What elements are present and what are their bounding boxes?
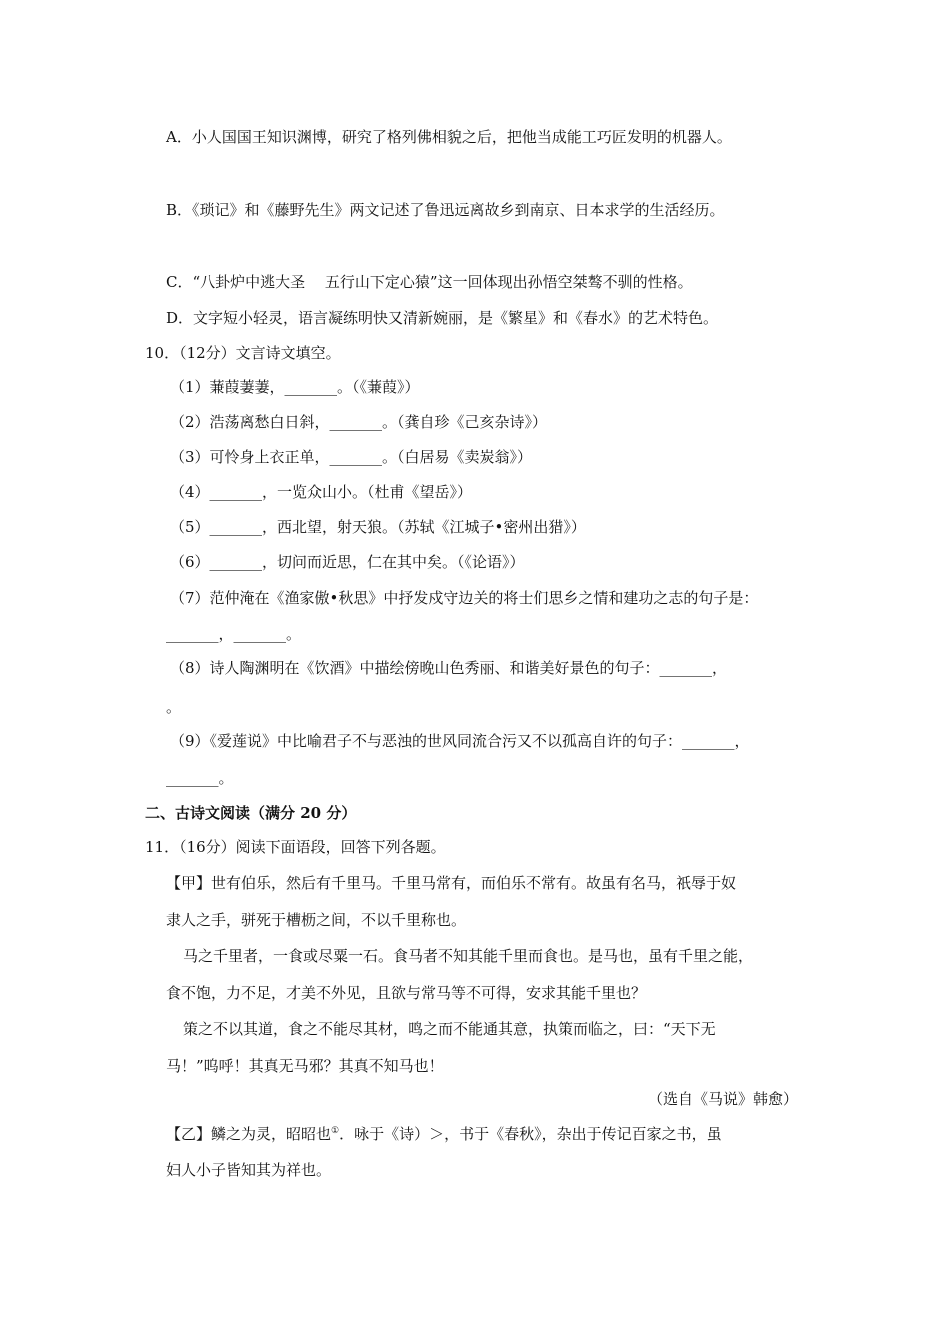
q11-jia-line-2: 隶人之手，骈死于槽枥之间，不以千里称也。	[166, 911, 467, 929]
section-2-heading: 二、古诗文阅读（满分 20 分）	[145, 804, 357, 822]
q11-jia-line-4: 食不饱，力不足，才美不外见，且欲与常马等不可得，安求其能千里也？	[166, 984, 647, 1002]
q10-item-8-end: 。	[166, 698, 182, 716]
q10-item-9: （9）《爱莲说》中比喻君子不与恶浊的世风同流合污又不以孤高自许的句子：_______，	[170, 732, 750, 750]
q10-item-7-blanks: _______，_______。	[166, 625, 302, 643]
q10-item-6: （6）_______，切问而近思，仁在其中矣。（《论语》）	[170, 553, 525, 571]
q10-item-8: （8）诗人陶渊明在《饮酒》中描绘傍晚山色秀丽、和谐美好景色的句子：_______，	[170, 659, 728, 677]
q11-source: （选自《马说》韩愈）	[648, 1090, 799, 1108]
q11-yi-line-1-a: 【乙】鳞之为灵，昭昭也	[166, 1125, 332, 1143]
q10-item-9-blank: _______。	[166, 769, 234, 787]
q11-jia-line-6: 马！”呜呼！其真无马邪？其真不知马也！	[166, 1057, 444, 1075]
q11-yi-line-1	[166, 1124, 722, 1144]
q10-item-1: （1）蒹葭萋萋，_______。（《蒹葭》）	[170, 378, 420, 396]
q11-jia-line-5: 策之不以其道，食之不能尽其材，鸣之而不能通其意，执策而临之，曰：“天下无	[183, 1020, 716, 1038]
q10-item-4: （4）_______，一览众山小。（杜甫《望岳》）	[170, 483, 473, 501]
q9-option-c: C．“八卦炉中逃大圣 五行山下定心猿”这一回体现出孙悟空桀骜不驯的性格。	[166, 273, 693, 291]
q9-option-d: D．文字短小轻灵，语言凝练明快又清新婉丽，是《繁星》和《春水》的艺术特色。	[166, 309, 719, 327]
q11-title: 11．（16分）阅读下面语段，回答下列各题。	[145, 838, 446, 856]
q11-jia-line-3: 马之千里者，一食或尽粟一石。食马者不知其能千里而食也。是马也，虽有千里之能，	[183, 947, 754, 965]
q11-yi-line-1-b: ．咏于《诗）＞，书于《春秋》，杂出于传记百家之书，虽	[339, 1125, 722, 1143]
q9-option-a: A．小人国国王知识渊博，研究了格列佛相貌之后，把他当成能工巧匠发明的机器人。	[166, 128, 732, 146]
q10-item-2: （2）浩荡离愁白日斜，_______。（龚自珍《己亥杂诗》）	[170, 413, 548, 431]
q11-jia-line-1: 【甲】世有伯乐，然后有千里马。千里马常有，而伯乐不常有。故虽有名马，祇辱于奴	[166, 874, 737, 892]
footnote-marker: ①	[331, 1126, 340, 1136]
q10-item-7: （7）范仲淹在《渔家傲•秋思》中抒发戍守边关的将士们思乡之情和建功之志的句子是：	[170, 589, 759, 607]
q11-yi-line-2: 妇人小子皆知其为祥也。	[166, 1161, 332, 1179]
q10-title: 10．（12分）文言诗文填空。	[145, 344, 341, 362]
q9-option-b: B．《琐记》和《藤野先生》两文记述了鲁迅远离故乡到南京、日本求学的生活经历。	[166, 201, 725, 219]
q10-item-3: （3）可怜身上衣正单，_______。（白居易《卖炭翁》）	[170, 448, 533, 466]
q10-item-5: （5）_______，西北望，射天狼。（苏轼《江城子•密州出猎》）	[170, 518, 586, 536]
